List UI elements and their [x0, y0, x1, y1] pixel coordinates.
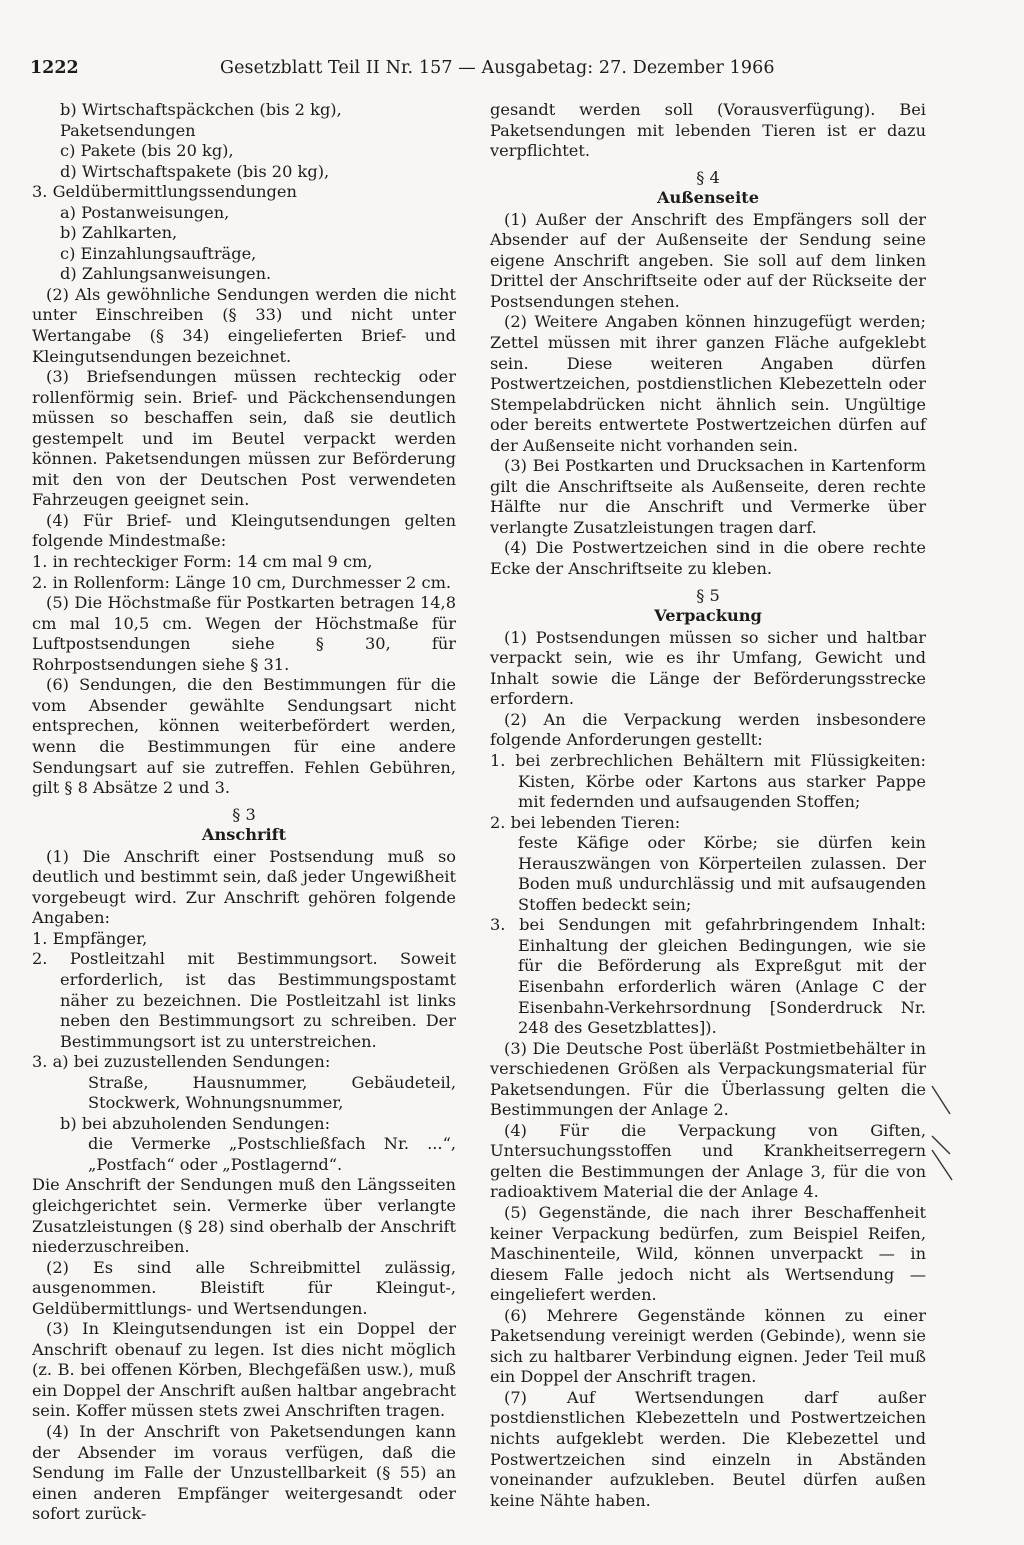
paragraph: gesandt werden soll (Vorausverfügung). Bei Paketsendungen mit lebenden Tieren ist er dazu verpflichtet. [490, 100, 926, 161]
paragraph: (5) Die Höchstmaße für Postkarten betragen 14,8 cm mal 10,5 cm. Wegen der Höchstmaße für Luftpostsendungen siehe § 30, für Rohrpostsendungen siehe § 31. [32, 593, 456, 674]
section-number: § 3 [232, 804, 256, 824]
page-header [30, 58, 930, 82]
list-item: b) Wirtschaftspäckchen (bis 2 kg), [60, 100, 342, 119]
list-item: 1. in rechteckiger Form: 14 cm mal 9 cm, [32, 552, 373, 572]
paragraph: (3) Briefsendungen müssen rechteckig oder rollenförmig sein. Brief- und Päckchensendungen müssen so beschaffen sein, daß sie deutlich gestempelt und im Beutel verpackt werden können. Paketsendungen müssen zur Beförderung mit den von der Deutschen Post verwendeten Fahrzeugen geeignet sein. [32, 367, 456, 510]
list-item: d) Wirtschaftspakete (bis 20 kg), [60, 161, 330, 181]
paragraph: (3) Bei Postkarten und Drucksachen in Kartenform gilt die Anschriftseite als Außenseite, deren rechte Hälfte nur die Anschrift und Vermerke über verlangte Zusatzleistungen tragen darf. [490, 456, 926, 537]
paragraph: (3) In Kleingutsendungen ist ein Doppel der Anschrift obenauf zu legen. Ist dies nicht möglich (z. B. bei offenen Körben, Blechgefäßen usw.), muß ein Doppel der Anschrift außen haltbar angebracht sein. Koffer müssen stets zwei Anschriften tragen. [32, 1319, 456, 1421]
paragraph: (4) In der Anschrift von Paketsendungen kann der Absender im voraus verfügen, daß die Sendung im Falle der Unzustellbarkeit (§ 55) an einen anderen Empfänger weitergesandt oder sofort zurück- [32, 1422, 456, 1524]
list-item-text: die Vermerke „Postschließfach Nr. ...“, „Postfach“ oder „Postlagernd“. [88, 1134, 456, 1174]
right-column [490, 100, 926, 1511]
list-item: 2. bei lebenden Tieren: [490, 812, 681, 832]
list-item: b) bei abzuholenden Sendungen: [60, 1113, 331, 1133]
list-item: Paketsendungen [60, 120, 196, 140]
list-item: b) Zahlkarten, [60, 223, 178, 243]
list-item: 2. Postleitzahl mit Bestimmungsort. Soweit erforderlich, ist das Bestimmungspostamt näher zu bezeichnen. Die Postleitzahl ist links neben den Bestimmungsort zu schreiben. Der Bestimmungsort ist zu unterstreichen. [32, 949, 456, 1051]
paragraph: (1) Die Anschrift einer Postsendung muß so deutlich und bestimmt sein, daß jeder Ungewißheit vorgebeugt wird. Zur Anschrift gehören folgende Angaben: [32, 846, 456, 928]
section-title: Außenseite [656, 188, 760, 208]
margin-marks [928, 1080, 968, 1190]
list-item: c) Pakete (bis 20 kg), [60, 141, 234, 161]
section-title: Verpackung [654, 606, 762, 626]
margin-mark [932, 1136, 950, 1154]
list-item: 3. Geldübermittlungssendungen [32, 182, 297, 202]
paragraph: (2) An die Verpackung werden insbesondere folgende Anforderungen gestellt: [490, 709, 926, 750]
margin-mark [932, 1086, 950, 1114]
paragraph: (4) Für die Verpackung von Giften, Untersuchungsstoffen und Krankheitserregern gelten die Bestimmungen der Anlage 3, für die von radioaktivem Material die der Anlage 4. [490, 1120, 926, 1202]
list-item-text: feste Käfige oder Körbe; sie dürfen kein Herauszwängen von Körperteilen zulassen. Der Boden muß undurchlässig und mit aufsaugenden Stoffen bedeckt sein; [518, 833, 926, 914]
list-item: d) Zahlungsanweisungen. [60, 264, 272, 284]
paragraph: (2) Weitere Angaben können hinzugefügt werden; Zettel müssen mit ihrer ganzen Fläche aufgeklebt sein. Diese weiteren Angaben dürfen Postwertzeichen, postdienstlichen Klebezetteln oder Stempelabdrücken nicht ähnlich sein. Ungültige oder bereits entwertete Postwertzeichen dürfen auf der Außenseite nicht vorhanden sein. [490, 312, 926, 455]
paragraph: (1) Außer der Anschrift des Empfängers soll der Absender auf der Außenseite der Sendung seine eigene Anschrift angeben. Sie soll auf dem linken Drittel der Anschriftseite oder auf der Rückseite der Postsendungen stehen. [490, 209, 926, 311]
paragraph: Die Anschrift der Sendungen muß den Längsseiten gleichgerichtet sein. Vermerke über verlangte Zusatzleistungen (§ 28) sind oberhalb der Anschrift niederzuschreiben. [32, 1175, 456, 1257]
running-head: Gesetzblatt Teil II Nr. 157 — Ausgabetag: 27. Dezember 1966 [220, 58, 775, 78]
list-item: 3. bei Sendungen mit gefahrbringendem Inhalt: Einhaltung der gleichen Bedingungen, wie sie für die Beförderung als Expreßgut mit der Eisenbahn erforderlich wären (Anlage C der Eisenbahn-Verkehrsordnung [Sonderdruck Nr. 248 des Gesetzblattes]). [490, 915, 926, 1038]
list-item: 1. bei zerbrechlichen Behältern mit Flüssigkeiten: Kisten, Körbe oder Kartons aus starker Pappe mit federnden und aufsaugenden Stoffen; [490, 750, 926, 812]
paragraph: (7) Auf Wertsendungen darf außer postdienstlichen Klebezetteln und Postwertzeichen nichts aufgeklebt werden. Die Klebezettel und Postwertzeichen sind einzeln in Abständen voneinander aufzukleben. Beutel dürfen außen keine Nähte haben. [490, 1387, 926, 1510]
list-item-text: Straße, Hausnummer, Gebäudeteil, Stockwerk, Wohnungsnummer, [88, 1072, 456, 1113]
paragraph: (2) Es sind alle Schreibmittel zulässig, ausgenommen. Bleistift für Kleingut-, Geldübermittlungs- und Wertsendungen. [32, 1257, 456, 1318]
paragraph: (3) Die Deutsche Post überläßt Postmietbehälter in verschiedenen Größen als Verpackungsmaterial für Paketsendungen. Für die Überlassung gelten die Bestimmungen der Anlage 2. [490, 1038, 926, 1120]
list-item: a) Postanweisungen, [60, 202, 230, 222]
left-column [32, 100, 456, 1525]
section-number: § 5 [696, 585, 720, 605]
list-item: 1. Empfänger, [32, 928, 148, 948]
section-number: § 4 [696, 167, 720, 187]
page-number: 1222 [30, 58, 79, 78]
list-item: 2. in Rollenform: Länge 10 cm, Durchmesser 2 cm. [32, 572, 452, 592]
paragraph: (1) Postsendungen müssen so sicher und haltbar verpackt sein, wie es ihr Umfang, Gewicht und Inhalt sowie die Länge der Beförderungsstrecke erfordern. [490, 627, 926, 709]
paragraph: (4) Für Brief- und Kleingutsendungen gelten folgende Mindestmaße: [32, 510, 456, 551]
paragraph: (2) Als gewöhnliche Sendungen werden die nicht unter Einschreiben (§ 33) und nicht unter Wertangabe (§ 34) eingelieferten Brief- und Kleingutsendungen bezeichnet. [32, 284, 456, 366]
section-title: Anschrift [201, 825, 287, 845]
paragraph: (5) Gegenstände, die nach ihrer Beschaffenheit keiner Verpackung bedürfen, zum Beispiel Reifen, Maschinenteile, Wild, können unverpackt — in diesem Falle jedoch nicht als Wertsendung — eingeliefert werden. [490, 1202, 926, 1305]
paragraph: (6) Sendungen, die den Bestimmungen für die vom Absender gewählte Sendungsart nicht entsprechen, können weiterbefördert werden, wenn die Bestimmungen für eine andere Sendungsart auf sie zutreffen. Fehlen Gebühren, gilt § 8 Absätze 2 und 3. [32, 675, 456, 798]
margin-mark [932, 1150, 952, 1180]
list-item: 3. a) bei zuzustellenden Sendungen: [32, 1052, 331, 1072]
paragraph: (6) Mehrere Gegenstände können zu einer Paketsendung vereinigt werden (Gebinde), wenn sie sich zu haltbarer Verbindung eignen. Jeder Teil muß ein Doppel der Anschrift tragen. [490, 1305, 926, 1387]
paragraph: (4) Die Postwertzeichen sind in die obere rechte Ecke der Anschriftseite zu kleben. [490, 538, 926, 579]
list-item: c) Einzahlungsaufträge, [60, 243, 257, 263]
